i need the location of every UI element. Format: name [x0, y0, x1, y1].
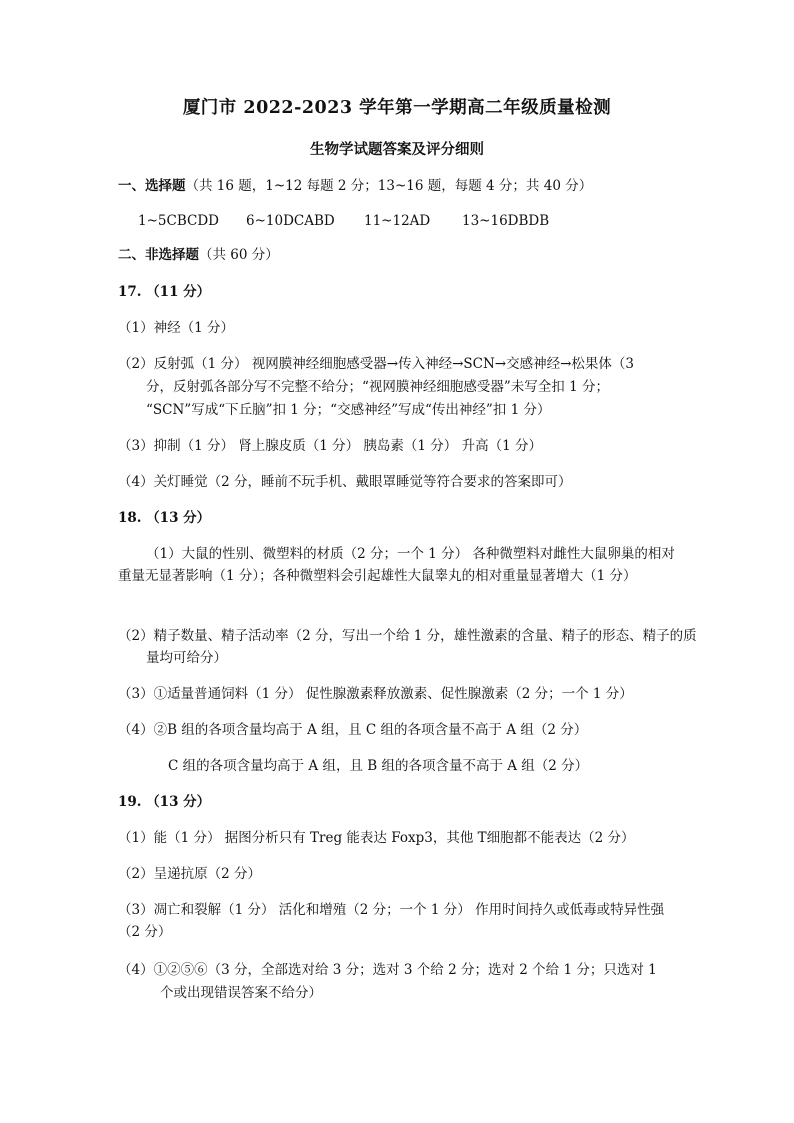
q19-heading: 19. （13 分） [118, 794, 211, 810]
section-nonchoice-heading [118, 246, 678, 264]
q18-part4-line2: C 组的各项含量均高于 A 组，且 B 组的各项含量不高于 A 组（2 分） [168, 758, 589, 774]
q18-heading: 18. （13 分） [118, 510, 211, 526]
q18-part1: （1）大鼠的性别、微塑料的材质（2 分；一个 1 分） 各种微塑料对雌性大鼠卵巢的相对重量无显著影响（1 分）；各种微塑料会引起雄性大鼠睾丸的相对重量显著增大（1 分） [118, 546, 675, 584]
section-nonchoice-title: 二、非选择题 [118, 247, 199, 263]
q18-part4-line1: （4）②B 组的各项含量均高于 A 组，且 C 组的各项含量不高于 A 组（2 分） [118, 722, 588, 738]
choice-answer-2: 6~10DCABD [246, 213, 335, 229]
q17-part3: （3）抑制（1 分） 肾上腺皮质（1 分） 胰岛素（1 分） 升高（1 分） [118, 438, 542, 454]
q17-part2-line1: （2）反射弧（1 分） 视网膜神经细胞感受器→传入神经→SCN→交感神经→松果体（3 [118, 356, 634, 372]
section-choice-heading [118, 177, 678, 195]
section-choice-note: （共 16 题，1~12 每题 2 分；13~16 题，每题 4 分；共 40 分） [185, 178, 593, 194]
q17-part2-line3: “SCN”写成“下丘脑”扣 1 分；“交感神经”写成“传出神经”扣 1 分） [146, 402, 551, 418]
page-subtitle: 生物学试题答案及评分细则 [310, 141, 484, 158]
q19-part4-line2: 个或出现错误答案不给分） [160, 985, 322, 1001]
choice-answer-1: 1~5CBCDD [138, 213, 219, 229]
q19-part1: （1）能（1 分） 据图分析只有 Treg 能表达 Foxp3，其他 T细胞都不能表达（2 分） [118, 830, 635, 846]
q17-part4: （4）关灯睡觉（2 分，睡前不玩手机、戴眼罩睡觉等符合要求的答案即可） [118, 474, 572, 490]
q19-part4-line1: （4）①②⑤⑥（3 分，全部选对给 3 分；选对 3 个给 2 分；选对 2 个给 1 分；只选对 1 [118, 962, 657, 978]
q19-part2: （2）呈递抗原（2 分） [118, 866, 261, 882]
q18-part2: （2）精子数量、精子活动率（2 分，写出一个给 1 分，雄性激素的含量、精子的形态、精子的质量均可给分） [118, 628, 697, 666]
choice-answer-3: 11~12AD [364, 213, 431, 229]
page-title: 厦门市 2022-2023 学年第一学期高二年级质量检测 [182, 98, 612, 118]
q18-part3: （3）①适量普通饲料（1 分） 促性腺激素释放激素、促性腺激素（2 分；一个 1 分） [118, 686, 633, 702]
q17-heading: 17. （11 分） [118, 284, 211, 300]
q17-part1: （1）神经（1 分） [118, 320, 234, 336]
choice-answer-4: 13~16DBDB [462, 213, 550, 229]
section-choice-title: 一、选择题 [118, 178, 186, 194]
section-nonchoice-note: （共 60 分） [199, 247, 279, 263]
q17-part2-line2: 分，反射弧各部分写不完整不给分；“视网膜神经细胞感受器”未写全扣 1 分； [146, 379, 609, 395]
q19-part3: （3）凋亡和裂解（1 分） 活化和增殖（2 分；一个 1 分） 作用时间持久或低毒或特异性强 （2 分） [118, 902, 665, 940]
